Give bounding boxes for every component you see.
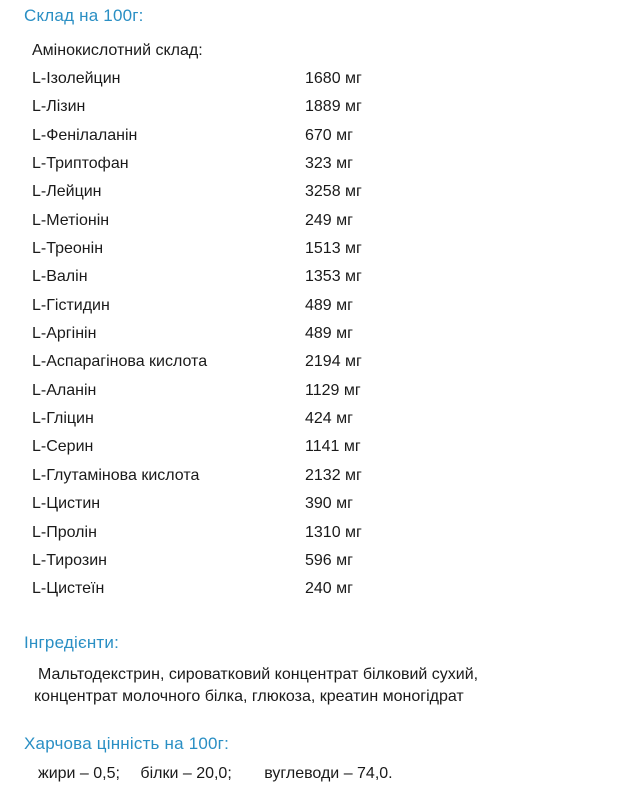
amino-acid-row bbox=[32, 463, 452, 491]
amino-acid-amount: 1310 мг bbox=[305, 523, 362, 541]
nutrition-values bbox=[38, 765, 393, 783]
amino-acid-row bbox=[32, 236, 452, 264]
nutrition-title: Харчова цінність на 100г: bbox=[24, 734, 229, 753]
ingredients-line: Мальтодекстрин, сироватковий концентрат білковий сухий, bbox=[38, 666, 479, 683]
amino-acid-amount: 1513 мг bbox=[305, 240, 362, 258]
amino-acid-row bbox=[32, 548, 452, 576]
amino-acid-row bbox=[32, 208, 452, 236]
amino-acid-heading: Амінокислотний склад: bbox=[32, 42, 203, 59]
amino-acid-amount: 390 мг bbox=[305, 495, 353, 513]
amino-acid-amount: 1889 мг bbox=[305, 98, 362, 116]
amino-acid-amount: 1141 мг bbox=[305, 438, 361, 456]
amino-acid-name: L-Цистеїн bbox=[32, 580, 105, 598]
amino-acid-amount: 1353 мг bbox=[305, 268, 362, 286]
amino-acid-name: L-Аргінін bbox=[32, 325, 97, 343]
amino-acid-name: L-Метіонін bbox=[32, 211, 110, 229]
amino-acid-amount: 424 мг bbox=[305, 410, 353, 428]
amino-acid-name: L-Треонін bbox=[32, 240, 104, 258]
nutrition-fat: жири – 0,5; bbox=[38, 765, 120, 782]
amino-acid-row bbox=[32, 406, 452, 434]
amino-acid-amount: 1129 мг bbox=[305, 381, 361, 399]
amino-acid-row bbox=[32, 349, 452, 377]
amino-acid-name: L-Фенілаланін bbox=[32, 126, 138, 144]
amino-acid-row bbox=[32, 179, 452, 207]
amino-acid-name: L-Аланін bbox=[32, 381, 97, 399]
amino-acid-amount: 249 мг bbox=[305, 211, 353, 229]
amino-acid-row bbox=[32, 123, 452, 151]
ingredients-text bbox=[34, 664, 614, 708]
amino-acid-row bbox=[32, 151, 452, 179]
amino-acid-row bbox=[32, 321, 452, 349]
ingredients-line: концентрат молочного білка, глюкоза, креатин моногідрат bbox=[34, 688, 464, 705]
amino-acid-row bbox=[32, 293, 452, 321]
amino-acid-name: L-Ізолейцин bbox=[32, 70, 121, 87]
amino-acid-name: L-Цистин bbox=[32, 495, 101, 513]
amino-acid-row bbox=[32, 94, 452, 122]
amino-acid-name: L-Серин bbox=[32, 438, 94, 456]
amino-acid-amount: 3258 мг bbox=[305, 183, 362, 201]
amino-acid-amount: 670 мг bbox=[305, 126, 353, 144]
amino-acid-name: L-Триптофан bbox=[32, 155, 129, 173]
amino-acid-amount: 2132 мг bbox=[305, 466, 362, 484]
composition-title: Склад на 100г: bbox=[24, 6, 144, 25]
amino-acid-name: L-Глутамінова кислота bbox=[32, 466, 200, 484]
ingredients-title: Інгредієнти: bbox=[24, 633, 120, 652]
nutrition-protein: білки – 20,0; bbox=[140, 765, 232, 782]
amino-acid-row bbox=[32, 264, 452, 292]
amino-acid-amount: 323 мг bbox=[305, 155, 353, 173]
amino-acid-amount: 489 мг bbox=[305, 325, 353, 343]
amino-acid-amount: 2194 мг bbox=[305, 353, 362, 371]
amino-acid-row bbox=[32, 491, 452, 519]
amino-acid-name: L-Гістидин bbox=[32, 296, 110, 314]
amino-acid-row bbox=[32, 576, 452, 604]
amino-acid-row bbox=[32, 378, 452, 406]
amino-acid-row bbox=[32, 434, 452, 462]
amino-acid-name: L-Тирозин bbox=[32, 551, 107, 569]
amino-acid-amount: 240 мг bbox=[305, 580, 353, 598]
amino-acid-list bbox=[32, 66, 452, 605]
amino-acid-amount: 596 мг bbox=[305, 551, 353, 569]
amino-acid-name: L-Гліцин bbox=[32, 410, 94, 428]
amino-acid-name: L-Аспарагінова кислота bbox=[32, 353, 208, 371]
amino-acid-name: L-Лізин bbox=[32, 98, 86, 116]
amino-acid-name: L-Пролін bbox=[32, 523, 97, 541]
amino-acid-row bbox=[32, 520, 452, 548]
amino-acid-name: L-Валін bbox=[32, 268, 88, 286]
amino-acid-amount: 1680 мг bbox=[305, 70, 362, 87]
amino-acid-name: L-Лейцин bbox=[32, 183, 102, 201]
nutrition-carbs: вуглеводи – 74,0. bbox=[264, 765, 393, 782]
amino-acid-row bbox=[32, 66, 452, 94]
amino-acid-amount: 489 мг bbox=[305, 296, 353, 314]
